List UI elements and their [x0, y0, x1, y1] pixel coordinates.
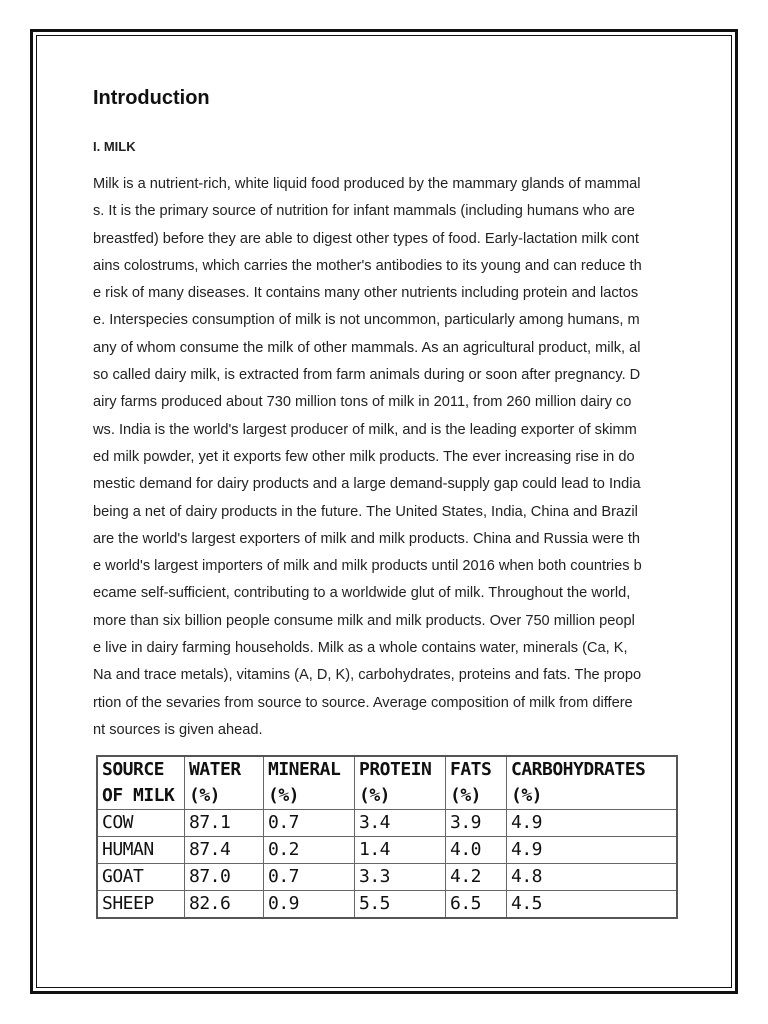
table-cell: 3.9	[446, 810, 507, 837]
table-cell: 87.1	[185, 810, 264, 837]
paragraph-line: any of whom consume the milk of other mammals. As an agricultural product, milk, al	[93, 339, 641, 356]
table-cell: 0.9	[264, 891, 355, 919]
table-cell: 82.6	[185, 891, 264, 919]
table-cell: GOAT	[97, 864, 185, 891]
header-mineral: MINERAL (%)	[264, 756, 355, 810]
paragraph-line: e live in dairy farming households. Milk as a whole contains water, minerals (Ca, K,	[93, 640, 628, 657]
paragraph-line: Na and trace metals), vitamins (A, D, K), carbohydrates, proteins and fats. The propo	[93, 667, 642, 684]
table-cell: 5.5	[355, 891, 446, 919]
table-cell: 4.9	[507, 810, 678, 837]
paragraph-line: ed milk powder, yet it exports few other milk products. The ever increasing rise in do	[93, 448, 635, 465]
paragraph-line: nt sources is given ahead.	[93, 721, 263, 738]
paragraph-line: mestic demand for dairy products and a large demand-supply gap could lead to India	[93, 476, 641, 493]
table-cell: 0.7	[264, 864, 355, 891]
header-carbohydrates: CARBOHYDRATES (%)	[507, 756, 678, 810]
table-cell: SHEEP	[97, 891, 185, 919]
table-cell: COW	[97, 810, 185, 837]
paragraph-line: ws. India is the world's largest producer of milk, and is the leading exporter of skimm	[93, 421, 637, 438]
paragraph-line: s. It is the primary source of nutrition for infant mammals (including humans who are	[93, 203, 635, 220]
table-cell: 6.5	[446, 891, 507, 919]
header-source: SOURCE OF MILK	[97, 756, 185, 810]
table-cell: 4.8	[507, 864, 678, 891]
paragraph-line: are the world's largest exporters of milk and milk products. China and Russia were th	[93, 530, 641, 547]
table-cell: 4.0	[446, 837, 507, 864]
table-cell: 4.9	[507, 837, 678, 864]
table-row	[97, 810, 677, 837]
paragraph-line: e. Interspecies consumption of milk is not uncommon, particularly among humans, m	[93, 312, 640, 329]
table-cell: 1.4	[355, 837, 446, 864]
table-row	[97, 837, 677, 864]
table-cell: 87.4	[185, 837, 264, 864]
header-protein: PROTEIN (%)	[355, 756, 446, 810]
paragraph-line: e risk of many diseases. It contains many other nutrients including protein and lactos	[93, 285, 639, 302]
paragraph-line: breastfed) before they are able to digest other types of food. Early-lactation milk cont	[93, 230, 639, 247]
table-header-row	[97, 756, 677, 810]
table-cell: 3.3	[355, 864, 446, 891]
table-row	[97, 864, 677, 891]
section-heading-milk: I. MILK	[93, 139, 136, 154]
header-fats: FATS (%)	[446, 756, 507, 810]
paragraph-line: rtion of the sevaries from source to source. Average composition of milk from differe	[93, 694, 633, 711]
table-row	[97, 891, 677, 919]
table-cell: 4.2	[446, 864, 507, 891]
table-cell: 87.0	[185, 864, 264, 891]
paragraph-line: Milk is a nutrient-rich, white liquid food produced by the mammary glands of mammal	[93, 176, 641, 192]
table-cell: HUMAN	[97, 837, 185, 864]
table-cell: 0.7	[264, 810, 355, 837]
intro-paragraph	[93, 171, 683, 744]
table-cell: 3.4	[355, 810, 446, 837]
header-water: WATER (%)	[185, 756, 264, 810]
table-cell: 0.2	[264, 837, 355, 864]
paragraph-line: being a net of dairy products in the future. The United States, India, China and Brazil	[93, 503, 638, 520]
paragraph-line: airy farms produced about 730 million tons of milk in 2011, from 260 million dairy co	[93, 394, 632, 411]
paragraph-line: e world's largest importers of milk and milk products until 2016 when both countries b	[93, 558, 642, 575]
table-cell: 4.5	[507, 891, 678, 919]
milk-composition-table	[96, 755, 678, 919]
paragraph-line: more than six billion people consume milk and milk products. Over 750 million peopl	[93, 612, 635, 629]
paragraph-line: ecame self-sufficient, contributing to a worldwide glut of milk. Throughout the world,	[93, 585, 631, 602]
paragraph-line: ains colostrums, which carries the mother's antibodies to its young and can reduce th	[93, 257, 642, 274]
paragraph-line: so called dairy milk, is extracted from farm animals during or soon after pregnancy. D	[93, 367, 641, 384]
page-title: Introduction	[93, 87, 210, 109]
